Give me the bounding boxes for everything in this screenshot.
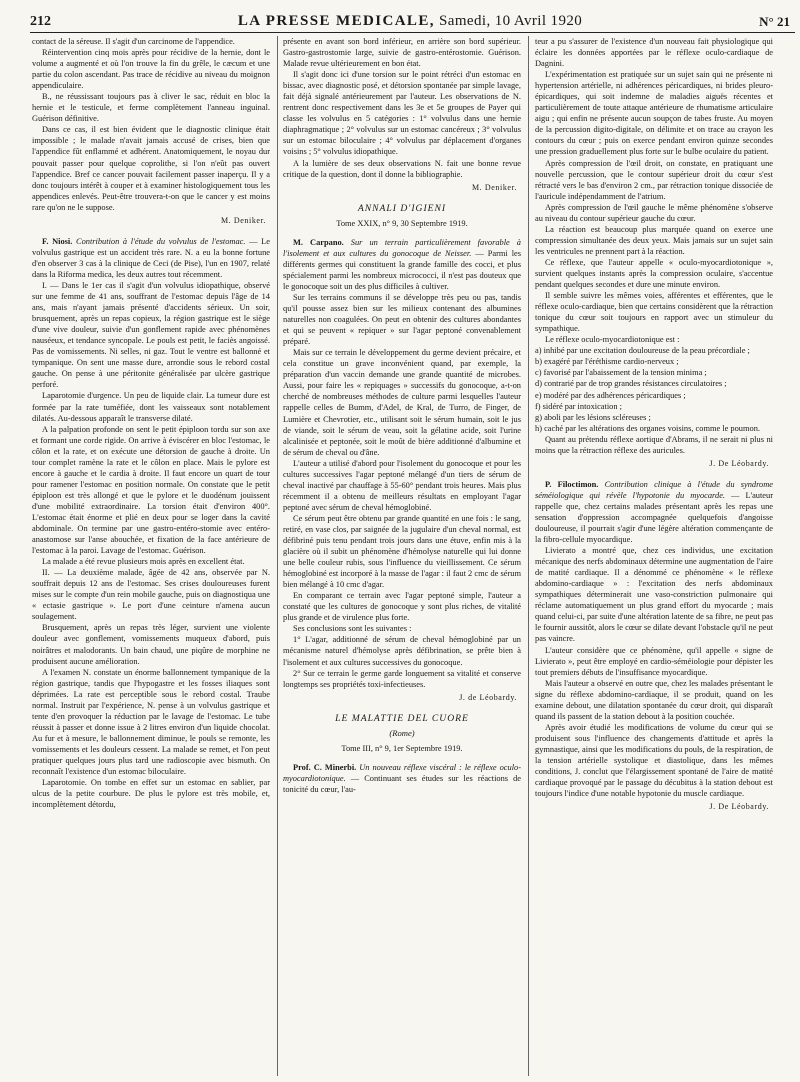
masthead (30, 13, 790, 30)
paragraph: 2° Sur ce terrain le germe garde longuement sa vitalité et conserve longtemps ses propriétés toxi-infectieuses. (283, 668, 521, 689)
article-lead (32, 236, 270, 280)
paragraph: II. — La deuxième malade, âgée de 42 ans, observée par N. souffrait depuis 12 ans de l'estomac. Ses crises douloureuses furent mises sur le compte d'un rein mobile gauche, puis on diagnostiqua une « ectasie gastrique ». Le port d'une ceinture n'amena aucun soulagement. (32, 568, 270, 622)
paragraph: Sur les terrains communs il se développe très peu ou pas, tandis qu'il pousse assez bien sur les milieux contenant des albumines naturelles non coagulées. On peut en obtenir des cultures abondantes et qui se peuvent « repiquer » sur l'agar peptoné convenablement préparé. (283, 292, 521, 347)
paragraph: Après compression de l'œil droit, on constate, en pratiquant une nouvelle percussion, que le contour supérieur droit du cœur s'est rétracté vers le bas d'environ 2 cm., par rétraction tonique dissociée de l'auricule indépendamment de l'atrium. (535, 158, 773, 201)
issue-number: N° 21 (759, 14, 790, 29)
page-number: 212 (30, 14, 51, 29)
journal-heading: ANNALI D'IGIENI (357, 202, 447, 214)
paragraph: La malade a été revue plusieurs mois après en excellent état. (42, 557, 245, 567)
paragraph: présente en avant son bord inférieur, en arrière son bord supérieur. Gastro-gastrostomie large, suivie de gastro-entérostomie. Guérison. Malade revue ultérieurement en bon état. (283, 37, 521, 69)
article-author: P. Filoctimon. (545, 479, 599, 489)
paragraph: Livierato a montré que, chez ces individus, une excitation mécanique des nerfs abdominaux détermine une augmentation de l'aire de matité cardiaque. Il a dénommé ce phénomène « le réflexe abdomino-cardiaque » : l'excitation des nerfs abdominaux sympathiques déterminerait une vaso-constriction pulmonaire qui réclame automatiquement un plus grand effort du myocarde ; mais quand celui-ci, par suite d'une altération latente de sa fibre, ne peut pas le fournir aussitôt, alors le cœur se dilate devant l'obstacle qu'il ne peut pas vaincre. (535, 546, 773, 644)
article-intro: — L'auteur rappelle que, chez certains malades présentant après les repas une sensation d'oppression accompagnée quelquefois d'angoisse douloureuse, il pourrait s'agir d'une légère altération commençante de la fibro-cellule myocardique. (535, 490, 773, 545)
column-2 (283, 36, 521, 1076)
list-item: h) caché par les altérations des organes voisins, comme le poumon. (535, 423, 760, 433)
article-author: Prof. C. Minerbi. (293, 762, 357, 772)
list-item: d) contrarié par de trop grandes résistances circulatoires ; (535, 379, 727, 389)
article-title: Contribution à l'étude du volvulus de l'estomac. (76, 236, 246, 246)
paragraph: B., ne réussissant toujours pas à cliver le sac, réduit en bloc la hernie et le testicule, et ferme complètement l'anneau inguinal. Guérison définitive. (32, 92, 270, 124)
paragraph: Le réflexe oculo-myocardiotonique est : (545, 335, 680, 345)
article-lead (535, 479, 773, 545)
column-divider (528, 36, 529, 1076)
article-title: Un nouveau réflexe viscéral : le réflexe oculo-myocardiotonique. (283, 762, 521, 783)
issue-date: Samedi, 10 Avril 1920 (439, 13, 583, 29)
article-intro: — Le volvulus gastrique est un accident très rare. N. a eu la bonne fortune d'en observer 3 cas à la clinique de Ceci (de Pise), l'un en 1907, relaté dans la Riforma medica, les deux autres tout récemment. (32, 236, 270, 279)
reflex-list (535, 345, 773, 433)
article-author: M. Carpano. (293, 237, 344, 247)
page-header (30, 10, 790, 32)
list-item: c) favorisé par l'abaissement de la tension minima ; (535, 368, 707, 378)
paragraph: 1° L'agar, additionné de sérum de cheval hémoglobiné par un mécanisme naturel d'hémolyse après défibrination, se prête bien à l'isolement et aux cultures successives du gonocoque. (283, 635, 521, 667)
paragraph: Mais sur ce terrain le développement du germe devient précaire, et cela constitue un grave inconvénient quand, par exemple, la préparation d'un vaccin demande une grande quantité de microbes. Aussi, pour faire les « repiquages » successifs du gonocoque, a-t-on cherché de nombreuses méthodes de culture parmi lesquelles l'auteur rappelle celles de Bumm, d'Adel, de Kral, de Turro, de Finger, de Lumière et Chevrotier, etc., utilisant soit le sérum humain, soit le jus de viande, soit le sérum de veau, soit la gélatine acide, soit l'urine alcalinisée et peptonée, soit le moût de bière additionné d'albumine et de sérum de cheval ou d'âne. (283, 348, 521, 457)
journal-title: LA PRESSE MEDICALE, (237, 13, 435, 29)
journal-volume: Tome XXIX, n° 9, 30 Septembre 1919. (336, 218, 468, 228)
signature: J. De Léobardy. (709, 458, 769, 468)
paragraph: Laparotomie. On tombe en effet sur un estomac en sablier, par ulcus de la petite courbure. De plus le pylore est très mobile, et, incomplètement détordu, (32, 778, 270, 810)
column-1 (32, 36, 270, 1076)
list-item: a) inhibé par une excitation douloureuse de la peau précordiale ; (535, 346, 750, 356)
article-intro: — Parmi les différents germes qui constituent la grande famille des cocci, et plus spécialement parmi les nombreux micrococci, il n'est pas douteux que le gonocoque soit un des plus difficiles à cultiver. (283, 248, 521, 291)
paragraph: L'auteur considère que ce phénomène, qu'il appelle « signe de Livierato », peut être employé en cardio-séméiologie pour dépister les tout premiers débuts de l'insuffisance myocardique. (535, 645, 773, 677)
column-3 (535, 36, 773, 1076)
paragraph: A la lumière de ses deux observations N. fait une bonne revue critique de la question, dont il donne la bibliographie. (283, 158, 521, 179)
paragraph: En comparant ce terrain avec l'agar peptoné simple, l'auteur a constaté que les cultures de gonocoque y sont plus riches, de vitalité plus grande et de virulence plus forte. (283, 591, 521, 623)
list-item: g) aboli par les lésions scléreuses ; (535, 412, 651, 422)
paragraph: Quant au prétendu réflexe aortique d'Abrams, il ne serait ni plus ni moins que la rétraction réflexe des auricules. (535, 434, 773, 455)
paragraph: Mais l'auteur a observé en outre que, chez les malades présentant le signe du réflexe abdomino-cardiaque, il se produit, quand on les examine debout, une dilatation spontanée du cœur droit, qui disparaît quand ils passent de la station debout à la position couchée. (535, 678, 773, 721)
paragraph: Laparotomie d'urgence. Un peu de liquide clair. La tumeur dure est formée par la rate tuméfiée, dont les vaisseaux sont notablement dilatés. Au-dessous apparaît le transverse dilaté. (32, 391, 270, 423)
signature: J. De Léobardy. (709, 802, 769, 812)
paragraph: Brusquement, après un repas très léger, survient une violente douleur avec gonflement, vomissements muqueux d'abord, puis noirâtres et malodorants. Un bain chaud, une piqûre de morphine ne produisent aucune amélioration. (32, 623, 270, 666)
paragraph: Ses conclusions sont les suivantes : (293, 624, 412, 634)
paragraph: Ce sérum peut être obtenu par grande quantité en une fois : le sang, retiré, en vase clos, par saignée de la jugulaire d'un cheval normal, est défibriné puis tenu pendant trois jours dans une étuve, enfin mis à la glacière où il subit un phénomène d'hémolyse naturelle qui lui donne une belle couleur rubis, sous l'influence du vieillissement. Ce sérum hémoglobiné est incorporé à la masse de l'agar : il faut 2 cmc de sérum bien mélangé à 10 cmc d'agar. (283, 513, 521, 590)
paragraph: teur a pu s'assurer de l'existence d'un nouveau fait physiologique qui éclaire les données apportées par le réflexe oculo-cardiaque de Dagnini. (535, 37, 773, 69)
paragraph: L'auteur a utilisé d'abord pour l'isolement du gonocoque et pour les cultures successives l'agar peptoné mélangé d'un tiers de sérum de cheval inactivé par chauffage à 55-60° pendant trois heures. Mais plus récemment il a obtenu de meilleurs résultats en employant l'agar peptoné avec sérum de cheval hémoglobiné. (283, 458, 521, 512)
article-author: F. Niosi. (42, 236, 73, 246)
article-title: Sur un terrain particulièrement favorable à l'isolement et aux cultures du gonocoque de Neisser. (283, 237, 521, 258)
paragraph: A la palpation profonde on sent le petit épiploon tordu sur son axe et formant une corde rigide. On arrive à éviscérer en bloc l'estomac, le côlon et la rate, et on exécute une détorsion de gauche à droite. Un tour complet ramène la rate et le côlon en place. Mais le pylore est encore à gauche et le cardia à droite. Il faut encore un quart de tour pour ramener l'estomac en position normale. On constate que le petit épiploon est très allongé et que le pylore et le duodénum jouissent d'une mobilité extraordinaire. La torsion était d'environ 400°. L'estomac était énorme et plié en deux pour se loger dans la cavité abdominale. On termine par une gastro-entéro-stomie avec entéro-anastomose sur l'anse abouchée, et fixation de la face antérieure de l'estomac à la paroi. Lavage de l'estomac. Guérison. (32, 424, 270, 556)
article-lead (283, 762, 521, 795)
paragraph: La réaction est beaucoup plus marquée quand on exerce une compression simultanée des deux yeux. Mais jamais sur un sujet sain les ventricules ne prennent part à la réaction. (535, 224, 773, 256)
paragraph: Après compression de l'œil gauche le même phénomène s'observe au niveau du contour supérieur gauche du cœur. (535, 202, 773, 223)
paragraph: Il s'agit donc ici d'une torsion sur le point rétréci d'un estomac en bissac, avec diagnostic posé, et détorsion spontanée par simple lavage, fait déjà signalé antérieurement par l'auteur. Les observations de N. rentrent donc respectivement dans les 3e et 5e groupes de Payer qui classe les volvulus en 5 catégories : 1° volvulus dans une hernie diaphragmatique ; 2° volvulus sur un estomac cancéreux ; 3° volvulus sur un estomac biloculaire ; 4° volvulus par déplacement d'organes voisins ; 5° volvulus idiopathique. (283, 70, 521, 157)
paragraph: Il semble suivre les mêmes voies, afférentes et efférentes, que le réflexe oculo-cardiaque, bien que certains considèrent que la rétraction tonique du cœur soit toujours en rapport avec un stimuleur du sympathique. (535, 291, 773, 334)
article-lead (283, 237, 521, 292)
journal-location: (Rome) (389, 727, 415, 738)
journal-heading: LE MALATTIE DEL CUORE (335, 712, 469, 724)
paragraph: Après avoir étudié les modifications de volume du cœur qui se produisent sous l'influence des changements d'attitude et après la gymnastique, ainsi que les modifications du pouls, de la respiration, de la tension artérielle systolique et diastolique, dans les mêmes conditions, J. conclut que l'élargissement spontané de l'aire de matité cardiaque provoqué par le passage du décubitus à la station debout est toujours l'indice d'une notable hypotonie du muscle cardiaque. (535, 722, 773, 799)
column-divider (277, 36, 278, 1076)
paragraph: contact de la séreuse. Il s'agit d'un carcinome de l'appendice. (32, 37, 235, 46)
paragraph: Ce réflexe, que l'auteur appelle « oculo-myocardiotonique », survient quelques instants après la compression oculaire, s'accentue pendant quelques secondes et dure une minute environ. (535, 257, 773, 290)
paragraph: L'expérimentation est pratiquée sur un sujet sain qui ne présente ni hypertension artérielle, ni adhérences péricardiques, ni brides pleuro-épicardiques, qui soit indemne de maladies aiguës récentes et particulièrement de toute attaque antérieure de rhumatisme articulaire aigu ; qui enfin ne présente aucun soupçon de tabes fruste. Au moyen de la percussion digito-digitale, on délimite et on trace au crayon les contours du cœur ; puis on exerce pendant environ quinze secondes une pression graduellement plus forte sur le bulbe oculaire du patient. (535, 70, 773, 157)
signature: M. Deniker. (220, 215, 266, 225)
signature: M. Deniker. (471, 182, 517, 192)
paragraph: Dans ce cas, il est bien évident que le diagnostic clinique était impossible ; le malade n'avait jamais accusé de crises, bien que l'appendice fût enflammé et adhérent. Anatomiquement, le noyau dur pouvait passer pour quelque coprolithe, si l'on n'eût pas ouvert l'appendice. Bref ce cancer pouvait facilement passer inaperçu. Il y a donc toujours intérêt à couper et à examiner histologiquement tous les appendices enlevés. Peut-être trouvera-t-on que le cancer y est moins rare qu'on ne le suppose. (32, 125, 270, 212)
list-item: b) exagéré par l'éréthisme cardio-nerveux ; (535, 357, 679, 367)
article-intro: — Continuant ses études sur les réactions de tonicité du cœur, l'au- (283, 773, 521, 794)
list-item: e) modéré par des adhérences péricardiques ; (535, 390, 686, 400)
paragraph: A l'examen N. constate un énorme ballonnement tympanique de la région gastrique, tandis que l'hypogastre et les fosses iliaques sont déprimées. La rate est perceptible sous le rebord costal. Traube normal. Instruit par l'expérience, N. pense à un volvulus gastrique et tente d'en provoquer la réduction par le lavage de l'estomac. Le tube réussit à passer et donne issue à 2 litres environ d'un liquide chocolat. Au fur et à mesure, le ballonnement diminue, le pouls se remonte, les vomissements et les douleurs cessent. La malade se remet, et l'on peut pratiquer quelques jours plus tard une radioscopie avec bismuth. On reconnaît l'existence d'un estomac biloculaire. (32, 667, 270, 777)
paragraph: I. — Dans le 1er cas il s'agit d'un volvulus idiopathique, observé sur une femme de 41 ans, souffrant de l'estomac depuis l'âge de 14 ans, mais n'ayant jamais présenté d'accidents sérieux. Un soir, brusquement, après un repas copieux, la région gastrique est le siège d'une vive douleur, suivie d'un gonflement rapide avec phénomènes nauséeux, et tendance syncopale. Le pouls est petit, le faciès angoissé. Pas de vomissements. Ni selles, ni gaz. Tout le ventre est ballonné et tympanique. On sent une masse dure, arrondie sous le rebord costal gauche. On pense à une péritonite généralisée par ulcère gastrique perforé. (32, 280, 270, 390)
list-item: f) sidéré par intoxication ; (535, 401, 622, 411)
article-title: Contribution clinique à l'étude du syndrome séméiologique qui révèle l'hypotonie du myocarde. (535, 479, 773, 500)
journal-volume: Tome III, n° 9, 1er Septembre 1919. (341, 743, 463, 753)
header-rule (30, 32, 795, 33)
signature: J. de Léobardy. (459, 692, 517, 702)
paragraph: Réintervention cinq mois après pour récidive de la hernie, dont le volume a augmenté et où l'on trouve la fin du grêle, le cæcum et une partie du colon ascendant. Pas trace de récidive au niveau du moignon appendiculaire. (32, 48, 270, 91)
